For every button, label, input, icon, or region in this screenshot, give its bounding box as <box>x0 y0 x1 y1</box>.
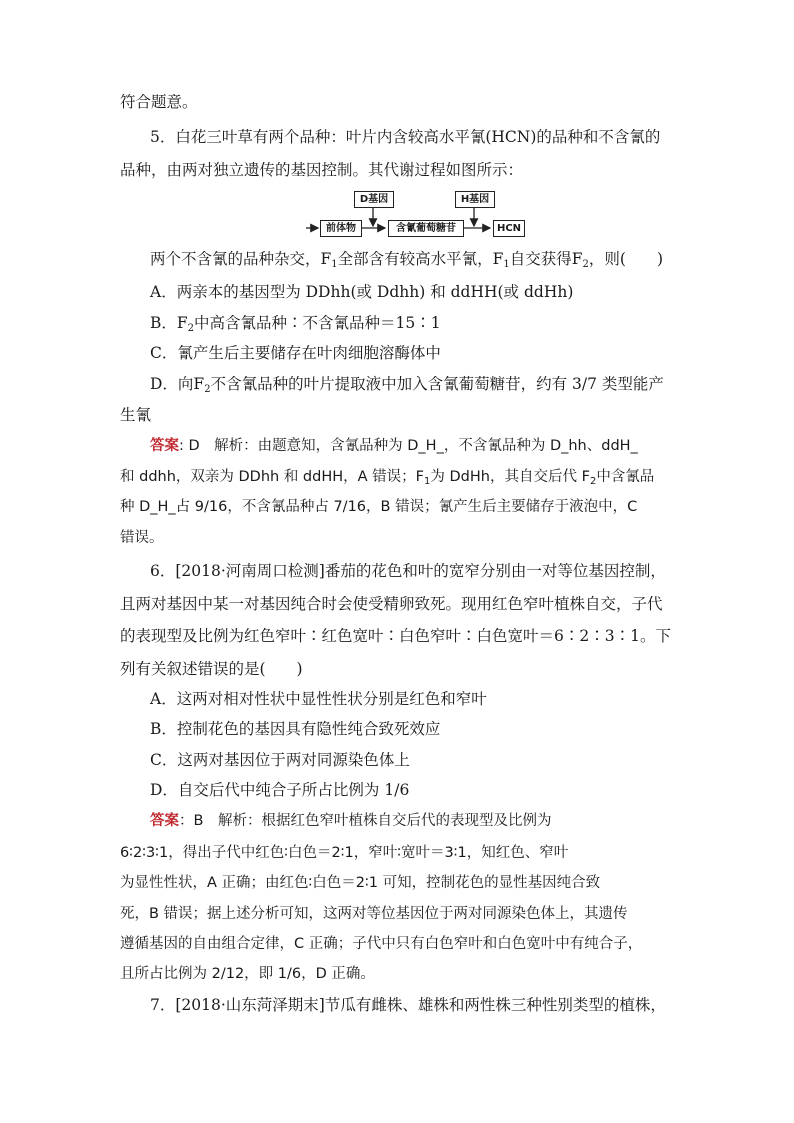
answer-line: 错误。 <box>120 530 164 546</box>
answer-label: 答案 <box>150 813 179 829</box>
answer-line: 死，B 错误；据上述分析可知，这两对等位基因位于两对同源染色体上，其遗传 <box>120 906 628 922</box>
precursor-box: 前体物 <box>320 220 362 237</box>
text-line: 两个不含氰的品种杂交，$F_1$全部含有较高水平氰，$F_1$自交获得$F_2$，则( ) <box>150 250 664 270</box>
option-c: C．氰产生后主要储存在叶肉细胞溶酶体中 <box>150 344 441 362</box>
glucoside-box: 含氰葡萄糖苷 <box>388 220 464 237</box>
option-b: B．$F_2$中高含氰品种∶不含氰品种＝15∶1 <box>150 314 441 334</box>
text-line: 且两对基因中某一对基因纯合时会使受精卵致死。现用红色窄叶植株自交，子代 <box>120 595 663 613</box>
text-line: 品种，由两对独立遗传的基因控制。其代谢过程如图所示： <box>120 161 524 179</box>
option-a: A．两亲本的基因型为 DDhh(或 Ddhh) 和 ddHH(或 ddHh) <box>150 283 574 301</box>
option-b: B．控制花色的基因具有隐性纯合致死效应 <box>150 720 441 738</box>
answer-line: 和 ddhh，双亲为 DDhh 和 ddHH，A 错误；$F_1$为 DdHh，其自交后代 $F_2$中含氰品 <box>120 469 655 487</box>
answer-5: 答案: D 解析：由题意知，含氰品种为 D_H_，不含氰品种为 D_hh、ddH_ <box>150 438 638 454</box>
text-line: 生氰 <box>120 406 152 424</box>
answer-line: 且所占比例为 2/12，即 1/6，D 正确。 <box>120 966 375 982</box>
option-d: D．向$F_2$不含氰品种的叶片提取液中加入含氰葡萄糖苷，约有 3/7 类型能产 <box>150 375 664 395</box>
gene-d-box: D基因 <box>354 191 394 208</box>
gene-h-box: H基因 <box>455 191 495 208</box>
option-d: D．自交后代中纯合子所占比例为 1/6 <box>150 781 410 799</box>
answer-line: 为显性性状，A 正确；由红色∶白色＝2∶1 可知，控制花色的显性基因纯合致 <box>120 875 601 891</box>
option-c: C．这两对基因位于两对同源染色体上 <box>150 751 410 769</box>
question-6: 6．[2018·河南周口检测]番茄的花色和叶的宽窄分别由一对等位基因控制， <box>150 562 666 580</box>
question-7: 7．[2018·山东菏泽期末]节瓜有雌株、雄株和两性株三种性别类型的植株， <box>150 996 666 1014</box>
answer-line: 6∶2∶3∶1，得出子代中红色∶白色＝2∶1，窄叶∶宽叶＝3∶1，知红色、窄叶 <box>120 845 569 861</box>
hcn-box: HCN <box>493 220 525 237</box>
answer-label: 答案 <box>150 438 179 454</box>
answer-line: 遵循基因的自由组合定律，C 正确；子代中只有白色窄叶和白色宽叶中有纯合子， <box>120 936 643 952</box>
answer-line: 种 D_H_占 9/16，不含氰品种占 7/16，B 错误；氰产生后主要储存于液泡中，C <box>120 499 638 515</box>
option-a: A．这两对相对性状中显性性状分别是红色和窄叶 <box>150 690 487 708</box>
text-line: 的表现型及比例为红色窄叶∶红色宽叶∶白色窄叶∶白色宽叶＝6∶2∶3∶1。下 <box>120 627 671 645</box>
answer-6: 答案：B 解析：根据红色窄叶植株自交后代的表现型及比例为 <box>150 813 552 829</box>
text-line: 符合题意。 <box>120 93 198 111</box>
text-line: 列有关叙述错误的是( ) <box>120 660 303 678</box>
question-5: 5．白花三叶草有两个品种：叶片内含较高水平氰(HCN)的品种和不含氰的 <box>150 128 661 146</box>
